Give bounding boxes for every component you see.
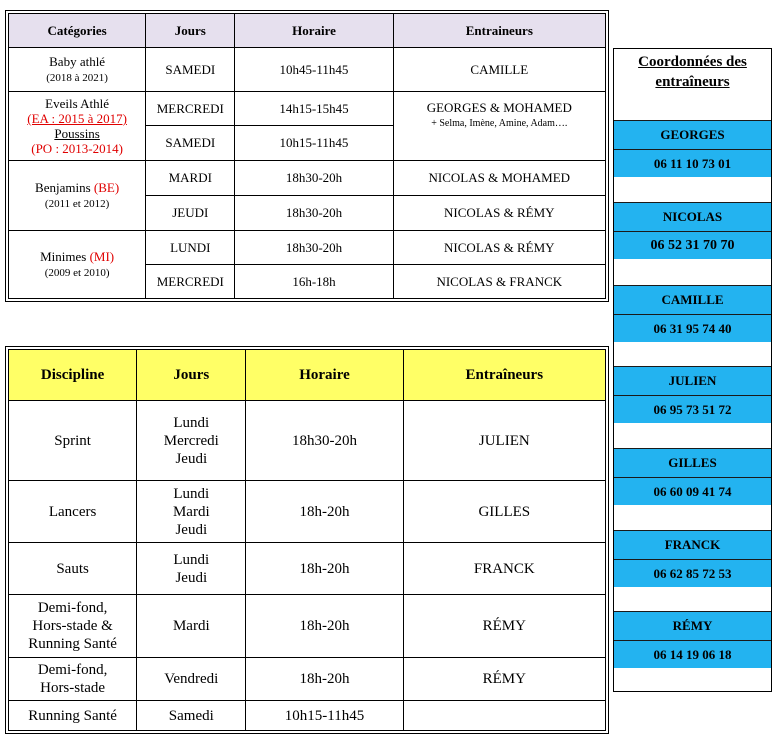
- coaches-title: [614, 49, 771, 94]
- discipline-line: Running Santé: [28, 707, 117, 724]
- table-row: [9, 48, 606, 92]
- table-row: [9, 401, 606, 481]
- header-entraineurs: Entraîneurs: [403, 350, 605, 401]
- coach-cell: NICOLAS & RÉMY: [393, 196, 605, 231]
- coach-cell: RÉMY: [403, 658, 605, 701]
- discipline-line: Lancers: [48, 503, 97, 520]
- table-row: [9, 481, 606, 543]
- day-line: Lundi: [173, 414, 210, 431]
- disciplines-schedule-table: [8, 349, 606, 731]
- header-horaire: Horaire: [246, 350, 403, 401]
- time-cell: 18h30-20h: [235, 161, 393, 196]
- header-discipline: Discipline: [9, 350, 137, 401]
- category-years: (2009 et 2010): [44, 266, 110, 279]
- coach-phone: 06 95 73 51 72: [653, 402, 732, 417]
- coach-cell: [403, 701, 605, 731]
- coach-name: GEORGES: [614, 120, 771, 150]
- days-cell: [137, 481, 246, 543]
- coach-phone: 06 52 31 70 70: [650, 238, 735, 253]
- time-cell: 18h-20h: [246, 481, 403, 543]
- discipline-line: Hors-stade &: [32, 618, 113, 634]
- coach-name: NICOLAS: [614, 202, 771, 232]
- coaches-title-line: entraîneurs: [655, 74, 730, 90]
- coach-names: GEORGES & MOHAMED: [426, 100, 572, 115]
- table-row: [9, 543, 606, 595]
- coach-card-julien: [614, 366, 771, 423]
- day-line: Mercredi: [163, 432, 219, 449]
- coach-card-gilles: [614, 448, 771, 505]
- discipline-line: Demi-fond,: [37, 662, 108, 678]
- coach-cell: GILLES: [403, 481, 605, 543]
- days-cell: [137, 658, 246, 701]
- time-cell: 18h-20h: [246, 658, 403, 701]
- category-code: (BE): [93, 179, 120, 195]
- coach-card-camille: [614, 285, 771, 342]
- coach-card-georges: [614, 120, 771, 177]
- day-line: Jeudi: [175, 450, 208, 467]
- table-row: [9, 161, 606, 196]
- category-name: Benjamins: [35, 179, 94, 195]
- category-po: (PO : 2013-2014): [31, 141, 123, 156]
- day-line: Vendredi: [164, 671, 219, 687]
- discipline-cell: [9, 595, 137, 658]
- coach-phone: 06 14 19 06 18: [653, 647, 732, 662]
- coach-cell: CAMILLE: [393, 48, 605, 92]
- coach-name: FRANCK: [614, 530, 771, 560]
- coach-name: JULIEN: [614, 366, 771, 396]
- category-baby: [9, 48, 146, 92]
- coach-assistants: + Selma, Imène, Amine, Adam….: [431, 118, 568, 129]
- time-cell: 10h45-11h45: [235, 48, 393, 92]
- header-jours: Jours: [146, 14, 235, 48]
- days-cell: [137, 543, 246, 595]
- day-line: Lundi: [173, 551, 210, 568]
- day-line: Jeudi: [175, 521, 208, 538]
- category-eveil: [9, 92, 146, 161]
- coach-cell: JULIEN: [403, 401, 605, 481]
- time-cell: 18h-20h: [246, 543, 403, 595]
- coach-cell: NICOLAS & MOHAMED: [393, 161, 605, 196]
- header-horaire: Horaire: [235, 14, 393, 48]
- time-cell: 14h15-15h45: [235, 92, 393, 126]
- category-name: Baby athlé: [49, 53, 106, 69]
- coach-name: RÉMY: [614, 611, 771, 641]
- category-ea: (EA : 2015 à 2017): [27, 111, 127, 126]
- coach-card-nicolas: [614, 202, 771, 259]
- table-row: [9, 231, 606, 265]
- table-row: [9, 658, 606, 701]
- header-entraineurs: Entraineurs: [393, 14, 605, 48]
- table-header-row: [9, 14, 606, 48]
- coach-cell: RÉMY: [403, 595, 605, 658]
- discipline-line: Running Santé: [28, 636, 117, 652]
- days-cell: [137, 401, 246, 481]
- day-cell: MERCREDI: [146, 265, 235, 299]
- discipline-line: Demi-fond,: [37, 600, 108, 616]
- coach-name: CAMILLE: [614, 285, 771, 315]
- header-jours: Jours: [137, 350, 246, 401]
- coach-phone: 06 60 09 41 74: [653, 484, 732, 499]
- categories-schedule-table: [8, 13, 606, 299]
- header-categories: Catégories: [9, 14, 146, 48]
- days-cell: [137, 701, 246, 731]
- day-line: Mardi: [172, 618, 210, 634]
- time-cell: 18h30-20h: [235, 196, 393, 231]
- coaches-contacts-panel: [613, 48, 772, 692]
- table-header-row: [9, 350, 606, 401]
- category-name: Minimes: [40, 248, 90, 264]
- discipline-cell: [9, 701, 137, 731]
- days-cell: [137, 595, 246, 658]
- table-row: [9, 92, 606, 126]
- coach-card-franck: [614, 530, 771, 587]
- discipline-line: Hors-stade: [40, 680, 106, 696]
- day-cell: LUNDI: [146, 231, 235, 265]
- coach-cell: NICOLAS & FRANCK: [393, 265, 605, 299]
- category-code: (MI): [89, 248, 115, 264]
- day-line: Jeudi: [175, 569, 208, 586]
- coach-cell: [393, 92, 605, 161]
- time-cell: 18h30-20h: [235, 231, 393, 265]
- category-benjamins: [9, 161, 146, 231]
- discipline-cell: [9, 481, 137, 543]
- time-cell: 10h15-11h45: [235, 126, 393, 161]
- coach-card-remy: [614, 611, 771, 668]
- coach-name: GILLES: [614, 448, 771, 478]
- discipline-cell: [9, 543, 137, 595]
- time-cell: 18h30-20h: [246, 401, 403, 481]
- day-line: Lundi: [173, 485, 210, 502]
- discipline-cell: [9, 658, 137, 701]
- day-cell: SAMEDI: [146, 126, 235, 161]
- coach-cell: NICOLAS & RÉMY: [393, 231, 605, 265]
- category-years: (2018 à 2021): [46, 71, 108, 84]
- discipline-line: Sauts: [56, 560, 89, 577]
- day-cell: SAMEDI: [146, 48, 235, 92]
- time-cell: 10h15-11h45: [246, 701, 403, 731]
- category-name: Eveils Athlé: [45, 96, 110, 111]
- time-cell: 16h-18h: [235, 265, 393, 299]
- coach-cell: FRANCK: [403, 543, 605, 595]
- coach-phone: 06 11 10 73 01: [653, 156, 732, 171]
- coaches-title-line: Coordonnées des: [638, 54, 747, 70]
- time-cell: 18h-20h: [246, 595, 403, 658]
- table-row: [9, 595, 606, 658]
- coach-phone: 06 62 85 72 53: [653, 566, 732, 581]
- discipline-cell: [9, 401, 137, 481]
- category-minimes: [9, 231, 146, 299]
- discipline-line: Sprint: [54, 432, 91, 449]
- category-years: (2011 et 2012): [44, 197, 110, 210]
- day-cell: MERCREDI: [146, 92, 235, 126]
- day-cell: JEUDI: [146, 196, 235, 231]
- category-poussins: Poussins: [54, 126, 100, 141]
- day-line: Samedi: [168, 707, 214, 724]
- table-row: [9, 701, 606, 731]
- day-line: Mardi: [172, 503, 210, 520]
- day-cell: MARDI: [146, 161, 235, 196]
- coach-phone: 06 31 95 74 40: [653, 321, 732, 336]
